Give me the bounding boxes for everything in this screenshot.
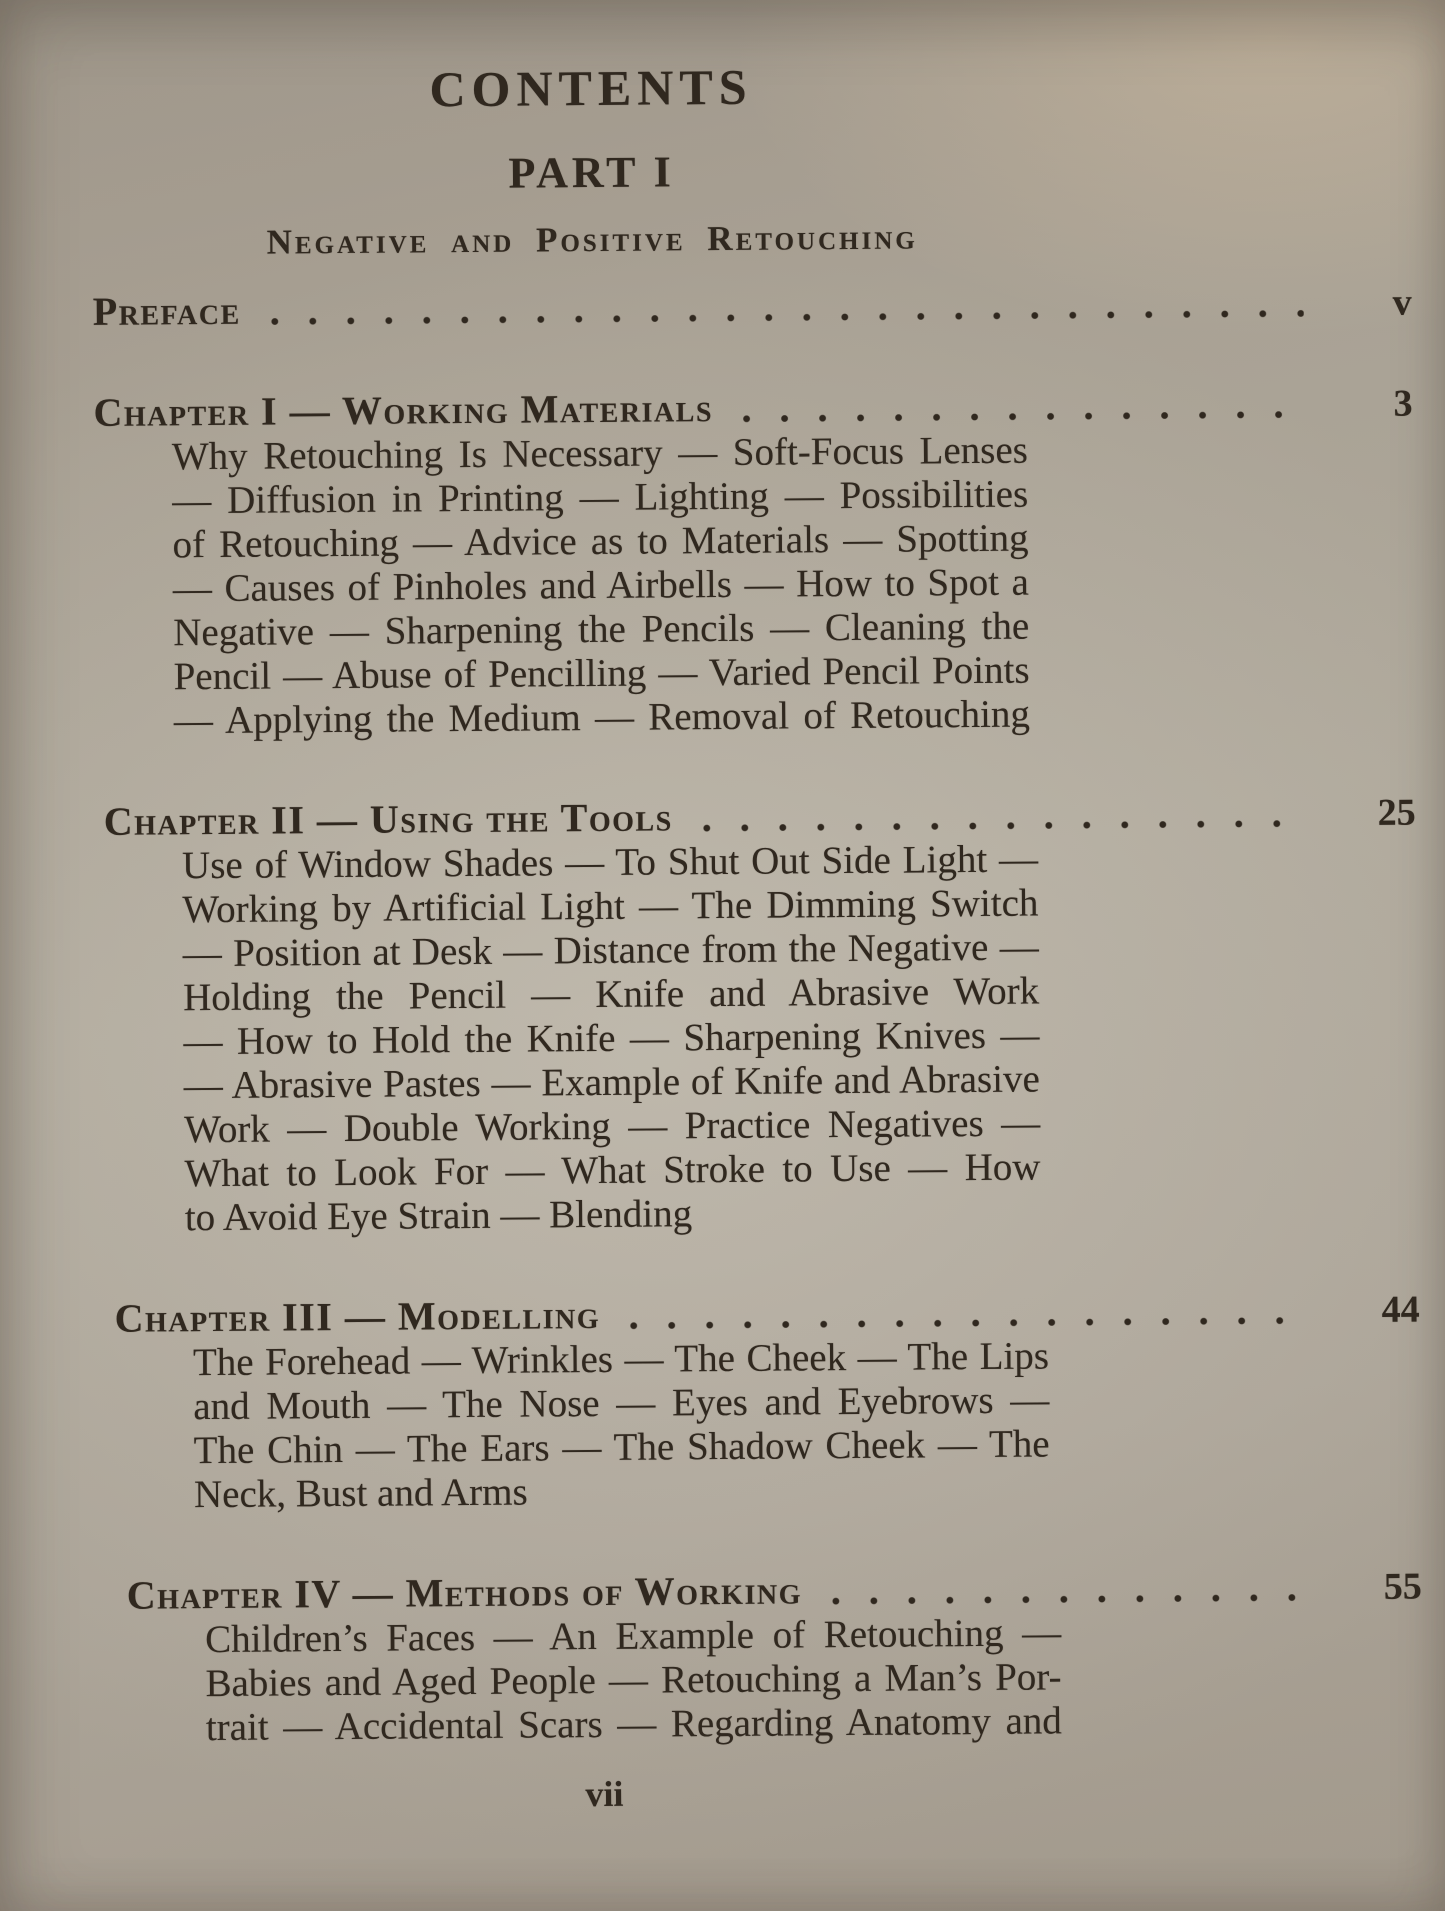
- chapter-page-number: 25: [1377, 791, 1416, 834]
- chapter-description-line: Children’s Faces — An Example of Retouching —: [204, 1611, 1062, 1662]
- chapter-description-line: — Position at Desk — Distance from the Negative —: [182, 925, 1039, 976]
- preface-label: Preface: [92, 287, 241, 334]
- preface-page-number: v: [1392, 281, 1412, 324]
- chapter-title: Chapter IV — Methods of Working: [126, 1567, 803, 1618]
- chapter-description-line: Holding the Pencil — Knife and Abrasive Work: [182, 969, 1040, 1020]
- chapter-description-line: Working by Artificial Light — The Dimming Switch: [182, 881, 1039, 932]
- preface-row: [93, 280, 1412, 335]
- chapter-entry: [114, 1287, 1421, 1518]
- chapter-entry: [104, 790, 1419, 1241]
- section-heading: Negative and Positive Retouching: [266, 217, 918, 262]
- part-heading: PART I: [508, 147, 675, 198]
- chapter-description-line: Work — Double Working — Practice Negatives —: [183, 1101, 1041, 1152]
- chapter-description-line: Neck, Bust and Arms: [193, 1470, 528, 1517]
- chapter-description-line: of Retouching — Advice as to Materials — Spotting: [172, 516, 1029, 567]
- chapter-heading-row: [114, 1287, 1419, 1342]
- chapter-heading-row: [93, 381, 1412, 436]
- chapter-description-line: — Applying the Medium — Removal of Retouching: [173, 692, 1031, 743]
- page-title: CONTENTS: [429, 58, 753, 118]
- leader-dots: [832, 1593, 1314, 1606]
- chapter-description-line: What to Look For — What Stroke to Use — How: [184, 1145, 1041, 1196]
- chapter-description: [182, 838, 1041, 1241]
- chapter-page-number: 3: [1393, 382, 1413, 425]
- chapter-description: [172, 429, 1030, 744]
- chapter-entry: [93, 381, 1415, 744]
- chapter-description-line: The Chin — The Ears — The Shadow Cheek — The: [193, 1422, 1050, 1473]
- chapter-description-line: — How to Hold the Knife — Sharpening Knives —: [183, 1013, 1040, 1064]
- chapter-description: [205, 1611, 1062, 1750]
- chapter-description-line: Babies and Aged People — Retouching a Man’s Por-: [205, 1655, 1062, 1706]
- chapter-title: Chapter I — Working Materials: [93, 385, 714, 435]
- chapter-title: Chapter III — Modelling: [114, 1291, 601, 1341]
- chapter-page-number: 44: [1381, 1288, 1420, 1331]
- chapter-description-line: Use of Window Shades — To Shut Out Side Light —: [181, 837, 1039, 888]
- chapter-description-line: The Forehead — Wrinkles — The Cheek — The Lips: [192, 1334, 1050, 1385]
- chapter-description-line: and Mouth — The Nose — Eyes and Eyebrows —: [193, 1378, 1050, 1429]
- chapter-heading-row: [104, 790, 1416, 845]
- chapter-description-line: — Causes of Pinholes and Airbells — How to Spot a: [172, 560, 1030, 611]
- chapter-description: [193, 1334, 1050, 1517]
- chapter-page-number: 55: [1383, 1565, 1422, 1608]
- chapters: [93, 381, 1423, 1751]
- chapter-title: Chapter II — Using the Tools: [103, 794, 673, 844]
- leader-dots: [630, 1316, 1312, 1330]
- leader-dots: [743, 410, 1305, 423]
- chapter-entry: [127, 1564, 1423, 1751]
- chapter-description-line: to Avoid Eye Strain — Blending: [184, 1192, 693, 1240]
- chapter-description-line: Negative — Sharpening the Pencils — Cleaning the: [173, 604, 1030, 655]
- chapter-description-line: — Diffusion in Printing — Lighting — Possibilities: [172, 472, 1029, 523]
- leader-dots: [271, 309, 1304, 326]
- folio-page-number: vii: [585, 1773, 624, 1815]
- chapter-description-line: — Abrasive Pastes — Example of Knife and Abrasive: [183, 1057, 1040, 1108]
- chapter-description-line: Pencil — Abuse of Pencilling — Varied Pencil Points: [173, 648, 1030, 699]
- chapter-description-line: trait — Accidental Scars — Regarding Anatomy and: [205, 1699, 1062, 1750]
- leader-dots: [703, 819, 1308, 833]
- chapter-description-line: Why Retouching Is Necessary — Soft-Focus Lenses: [171, 428, 1029, 479]
- chapter-heading-row: [127, 1564, 1422, 1619]
